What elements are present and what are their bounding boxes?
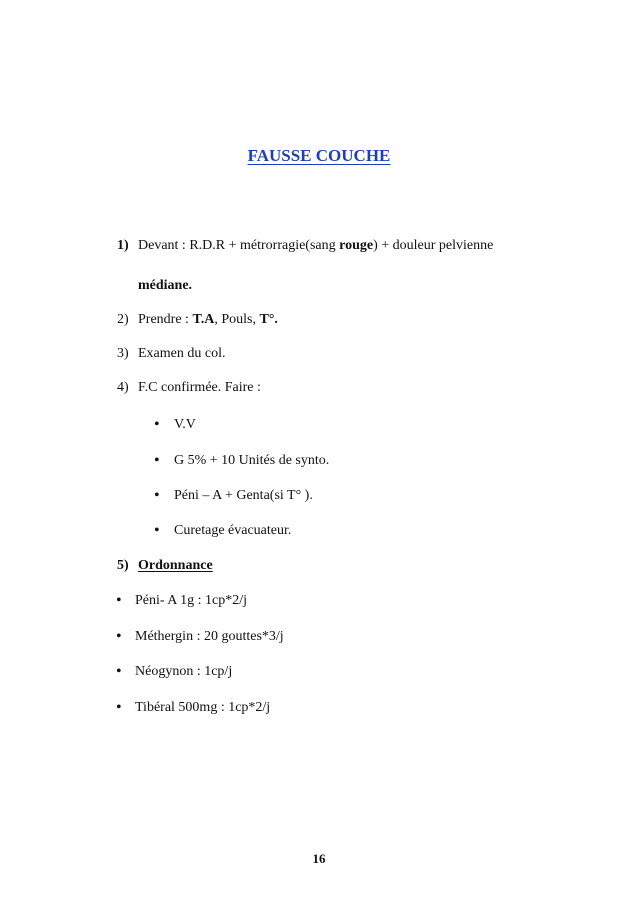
step-text — [138, 311, 278, 329]
step-text: F.C confirmée. Faire : — [138, 380, 261, 395]
prescription-text: Méthergin : 20 gouttes*3/j — [135, 629, 284, 644]
list-item-text: Curetage évacuateur. — [174, 523, 292, 538]
bullet-icon: • — [116, 628, 122, 645]
step-number: 1) — [117, 238, 129, 253]
bullet-icon: • — [154, 522, 160, 539]
step-text-bold: T.A — [192, 312, 215, 327]
step-text: Ordonnance — [138, 558, 213, 573]
bullet-icon: • — [116, 663, 122, 680]
step-number: 2) — [117, 312, 129, 327]
step-text-continuation: médiane. — [138, 278, 193, 293]
bullet-icon: • — [116, 592, 122, 609]
step-text-prefix: Prendre : — [138, 312, 193, 327]
list-item-text: V.V — [174, 417, 196, 432]
step-text — [138, 237, 493, 255]
step-text-prefix: Devant : R.D.R + métrorragie(sang — [138, 238, 340, 253]
bullet-icon: • — [116, 699, 122, 716]
step-number: 3) — [117, 346, 129, 361]
step-text-bold: rouge — [339, 238, 374, 253]
page-title: FAUSSE COUCHE — [247, 146, 391, 165]
step-text-suffix: ) + douleur pelvienne — [373, 238, 494, 253]
page-number: 16 — [312, 851, 326, 866]
bullet-icon: • — [154, 416, 160, 433]
bullet-icon: • — [154, 487, 160, 504]
step-text-bold: T°. — [259, 312, 278, 327]
step-text: Examen du col. — [138, 346, 226, 361]
list-item-text: Péni – A + Genta(si T° ). — [174, 488, 313, 503]
step-text-middle: , Pouls, — [214, 312, 260, 327]
prescription-text: Néogynon : 1cp/j — [135, 664, 233, 679]
list-item-text: G 5% + 10 Unités de synto. — [174, 453, 330, 468]
step-number: 4) — [117, 380, 129, 395]
step-number: 5) — [117, 558, 129, 573]
bullet-icon: • — [154, 452, 160, 469]
prescription-text: Péni- A 1g : 1cp*2/j — [135, 593, 247, 608]
prescription-text: Tibéral 500mg : 1cp*2/j — [135, 700, 271, 715]
